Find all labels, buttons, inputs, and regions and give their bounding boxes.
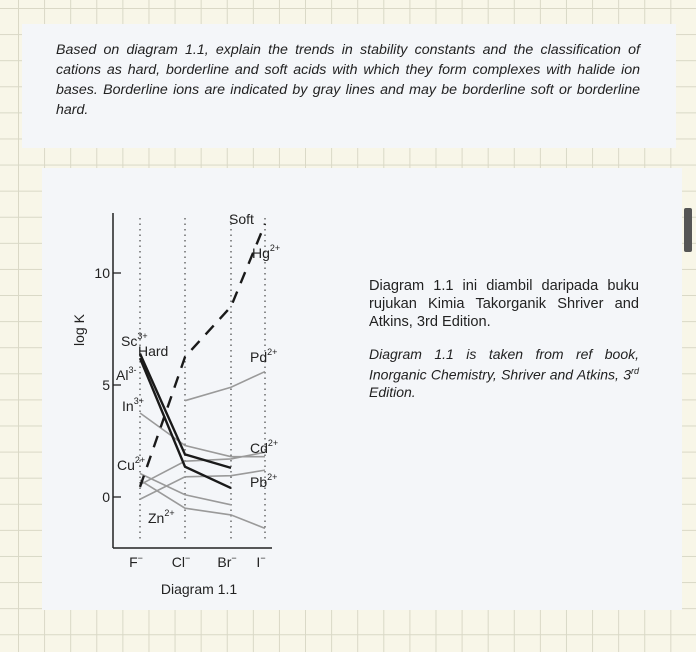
x-tick-label-I: I−	[256, 553, 266, 570]
ion-label-sc: $Sc^{3+}$	[121, 331, 148, 349]
ion-label-pb: $Pb^{2+}$	[250, 472, 278, 490]
hard-label: Hard	[138, 343, 169, 359]
x-tick-label-Br: Br−	[217, 553, 237, 570]
ion-label-in: $In^{3+}$	[122, 396, 144, 414]
y-axis-label: log K	[71, 314, 87, 346]
chart-caption: Diagram 1.1	[160, 581, 238, 597]
series-line-in	[140, 413, 265, 457]
y-tick-label: 5	[102, 377, 110, 393]
ion-label-cd: $Cd^{2+}$	[250, 438, 279, 456]
ion-label-pd: $Pd^{2+}$	[250, 347, 278, 365]
note-english-post: Edition.	[369, 383, 416, 400]
note-english-pre: Diagram 1.1 is taken from ref book, Inorganic Chemistry, Shriver and Atkins, 3	[369, 346, 639, 383]
series-line-pd	[185, 372, 265, 401]
note-english-sup: rd	[630, 366, 639, 376]
ion-label-hg: $Hg^{2+}$	[252, 243, 281, 261]
question-text: Based on diagram 1.1, explain the trends in stability constants and the classification of cations as hard, borderline and soft acids with which they form complexes with halide ion bases. Borderline ions are indicated by gray lines and may be borderline soft or borderline hard.	[56, 42, 640, 118]
ion-label-cu: $Cu^{2+}$	[117, 455, 146, 473]
x-tick-label-F: F−	[129, 553, 143, 570]
y-tick-label: 10	[94, 265, 110, 281]
y-tick-label: 0	[102, 489, 110, 505]
x-tick-label-Cl: Cl−	[171, 553, 191, 570]
soft-label: Soft	[229, 211, 254, 227]
ion-label-al: $Al^{3-}$	[116, 365, 137, 383]
source-note-malay: Diagram 1.1 ini diambil daripada buku rujukan Kimia Takorganik Shriver and Atkins, 3rd Edition.	[369, 278, 639, 330]
ion-label-zn: $Zn^{2+}$	[148, 508, 175, 526]
